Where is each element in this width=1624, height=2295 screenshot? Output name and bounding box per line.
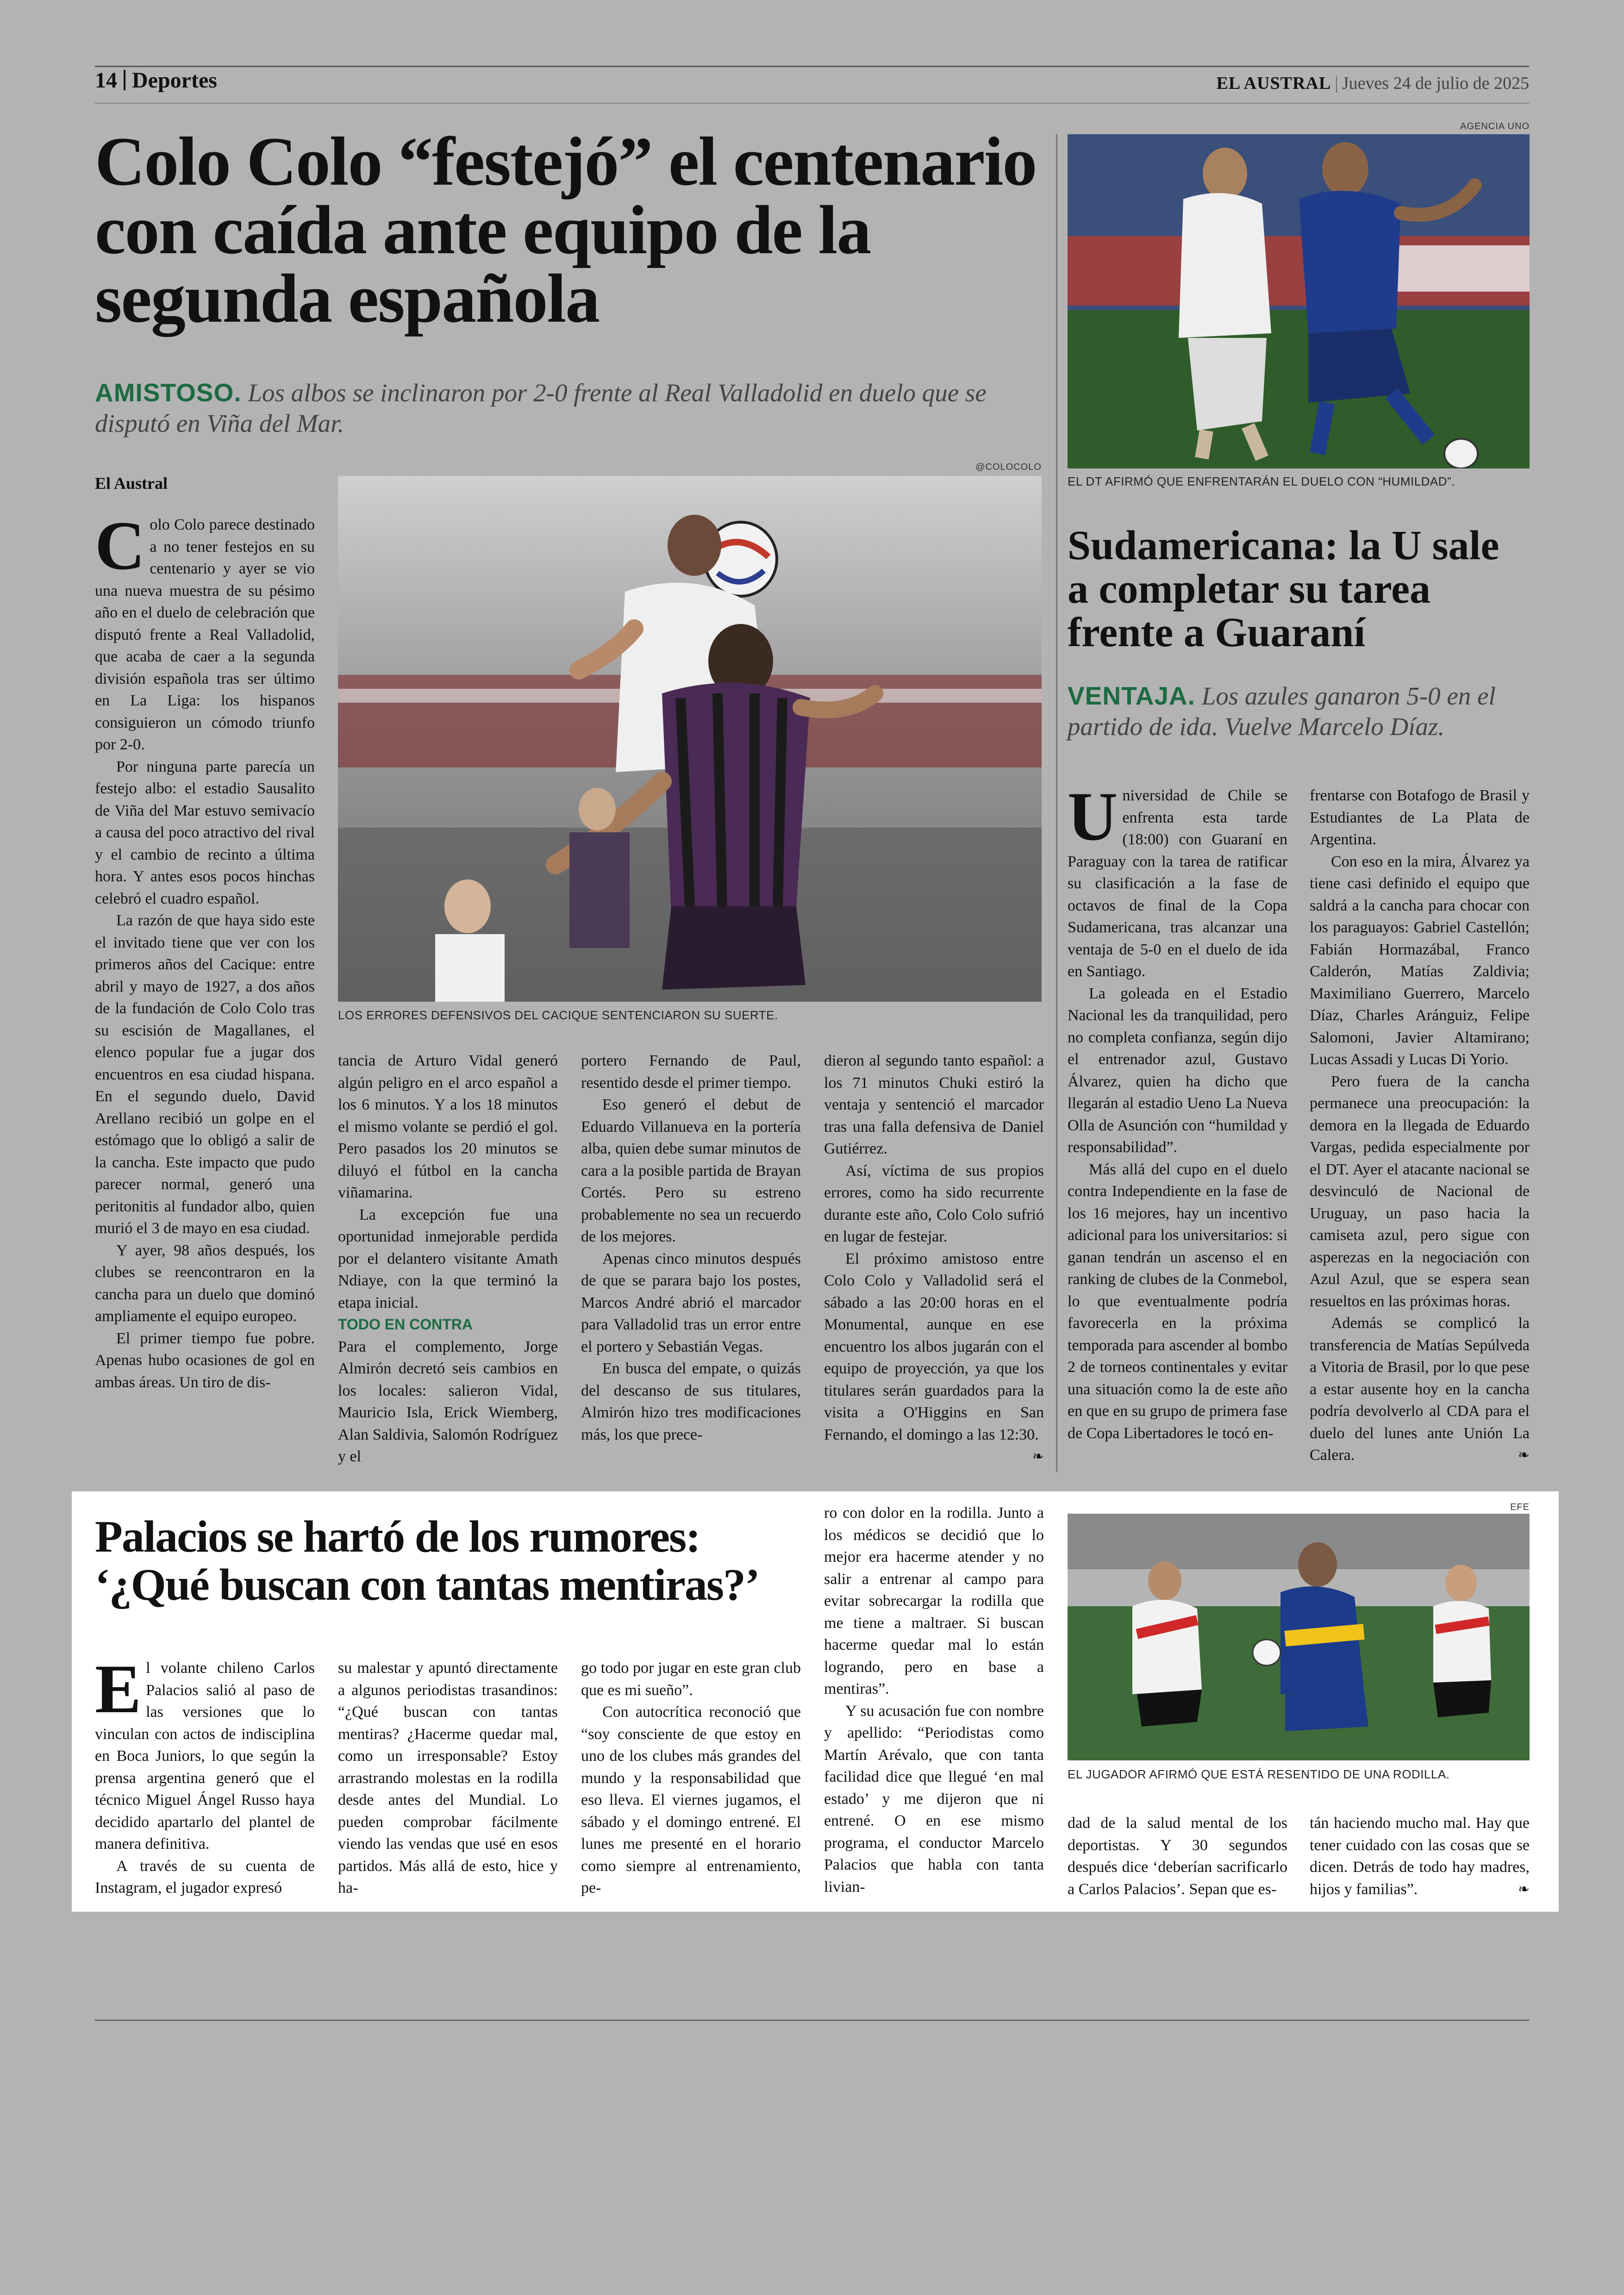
main-paragraph: tancia de Arturo Vidal generó algún peligro en el arco español a los 6 minutos. Y a los 18 minutos el mismo volante se perdió el gol. Pero pasados los 20 minutos se diluyó el fútbol en la cancha viñamarina.	[338, 1052, 558, 1201]
side-paragraph: La goleada en el Estadio Nacional les da tranquilidad, pero no completa confianza, según dijo el entrenador azul, Gustavo Álvarez, quien ha dicho que llegarán al estadio Ueno La Nueva Olla de Asunción con “humildad y responsabilidad”.	[1068, 985, 1287, 1156]
bottom-paragraph: tán haciendo mucho mal. Hay que tener cuidado con las cosas que se dicen. Detrás de todo hay madres, hijos y familias”. ❧	[1310, 1812, 1530, 1900]
side-column-2	[1310, 785, 1530, 1466]
side-paragraph: Con eso en la mira, Álvarez ya tiene casi definido el equipo que saldrá a la cancha para chocar con los paraguayos: Gabriel Castellón; Fabián Hormazábal, Franco Calderón, Matías Zaldivia; Maximiliano Guerrero, Marcelo Díaz, Charles Aránguiz, Felipe Salomoni, Javier Altamirano; Lucas Assadi y Lucas Di Yorio.	[1310, 853, 1530, 1068]
side-headline: Sudamericana: la U sale a completar su tarea frente a Guaraní	[1068, 523, 1499, 655]
bottom-column-3	[581, 1657, 801, 1899]
end-of-article-icon: ❧	[1518, 1447, 1530, 1463]
side-paragraph: Más allá del cupo en el duelo contra Independiente en la fase de los 16 mejores, hay un incentivo adicional para los universitarios: si ganan tendrán un ascenso el en ranking de clubes de la Conmebol, lo que eventualmente podría favorecerla en la próxima temporada para ascender al bombo 2 de torneos continentales y evitar una situación como la de este año en que en su grupo de primera fase de Copa Libertadores le tocó en-	[1068, 1160, 1287, 1442]
main-paragraph: dieron al segundo tanto español: a los 71 minutos Chuki estiró la ventaja y sentenció el marcador tras una falla defensiva de Daniel Gutiérrez.	[824, 1052, 1044, 1157]
main-paragraph: Apenas cinco minutos después de que se parara bajo los postes, Marcos André abrió el marcador para Valladolid tras un error entre el portero y Sebastián Vegas.	[581, 1250, 801, 1355]
bottom-photo	[1068, 1514, 1530, 1760]
bottom-column-6	[1310, 1812, 1530, 1900]
bottom-paragraph: dad de la salud mental de los deportistas. Y 30 segundos después dice ‘deberían sacrificarlo a Carlos Palacios’. Sepan que es-	[1068, 1815, 1287, 1898]
bottom-paragraph: Y su acusación fue con nombre y apellido: “Periodistas como Martín Arévalo, que con tanta facilidad dice que llegué ‘en mal estado’ y me dijeron que ni entrené. O en ese mismo programa, el conductor Marcelo Palacios que habla con tanta livian-	[824, 1702, 1044, 1896]
main-paragraph: Colo Colo parece destinado a no tener festejos en su centenario y ayer se vio una nueva muestra de su pésimo año en el duelo de celebración que disputó frente a Real Valladolid, que acaba de caer a la segunda división española tras ser último en La Liga: los hispanos consiguieron un cómodo triunfo por 2-0.	[95, 507, 315, 753]
main-kicker: AMISTOSO.	[95, 378, 242, 407]
main-paragraph: Y ayer, 98 años después, los clubes se reencontraron en la cancha para un duelo que dominó ampliamente el equipo europeo.	[95, 1241, 315, 1325]
main-paragraph: Así, víctima de sus propios errores, como ha sido recurrente durante este año, Colo Colo sufrió en lugar de festejar.	[824, 1162, 1044, 1245]
main-dropcap: C	[95, 507, 145, 584]
main-deck-text: Los albos se inclinaron por 2-0 frente al Real Valladolid en duelo que se disputó en Viña del Mar.	[95, 379, 987, 437]
bottom-photo-caption: EL JUGADOR AFIRMÓ QUE ESTÁ RESENTIDO DE UNA RODILLA.	[1068, 1767, 1450, 1781]
bottom-paragraph: ro con dolor en la rodilla. Junto a los médicos se decidió que lo mejor era hacerme atender y no salir a entrenar al campo para evitar sobrecargar la rodilla que me tiene a maltraer. Si buscan hacerme quedar mal lo están logrando, pero en base a mentiras”.	[824, 1504, 1044, 1697]
bottom-column-5	[1068, 1812, 1287, 1900]
header-top-rule	[95, 66, 1529, 67]
bottom-dropcap: E	[95, 1651, 142, 1727]
bottom-photo-image	[1068, 1514, 1530, 1760]
bottom-paragraph: su malestar y apuntó directamente a algunos periodistas trasandinos: “¿Qué buscan con tantas mentiras? ¿Hacerme quedar mal, como un irresponsable? Estoy arrastrando molestas en la rodilla desde antes del Mundial. Lo pueden comprobar fácilmente viendo las vendas que usé en esos partidos. Más allá de esto, hice y ha-	[338, 1659, 558, 1896]
main-paragraph: El próximo amistoso entre Colo Colo y Valladolid será el sábado a las 20:00 horas en el Monumental, aunque en ese encuentro los albos jugarán con el equipo de proyección, ya que los titulares serán guardados para la visita a O'Higgins en San Fernando, el domingo a las 12:30. ❧	[824, 1248, 1044, 1446]
page-number: 14	[95, 68, 117, 93]
section-name: Deportes	[132, 68, 217, 93]
side-paragraph: Universidad de Chile se enfrenta esta tarde (18:00) con Guaraní en Paraguay con la tarea de ratificar su clasificación a la fase de octavos de final de la Copa Sudamericana, tras alcanzar una ventaja de 5-0 en el duelo de ida en Santiago.	[1068, 778, 1287, 980]
side-deck-text: Los azules ganaron 5-0 en el partido de ida. Vuelve Marcelo Díaz.	[1068, 682, 1496, 741]
main-paragraph: Por ninguna parte parecía un festejo albo: el estadio Sausalito de Viña del Mar estuvo semivacío a causa del poco atractivo del rival y el cambio de recinto a última hora. Y antes esos pocos hinchas celebró el cuadro español.	[95, 758, 315, 907]
main-subhead: TODO EN CONTRA	[338, 1316, 473, 1333]
main-deck	[95, 377, 1039, 439]
side-photo-credit: AGENCIA UNO	[1460, 121, 1530, 131]
main-photo-caption: LOS ERRORES DEFENSIVOS DEL CACIQUE SENTENCIARON SU SUERTE.	[338, 1008, 778, 1022]
end-of-article-icon: ❧	[1032, 1448, 1044, 1465]
bottom-paragraph: go todo por jugar en este gran club que es mi sueño”.	[581, 1659, 801, 1699]
side-photo-caption: EL DT AFIRMÓ QUE ENFRENTARÁN EL DUELO CON “HUMILDAD”.	[1068, 474, 1455, 488]
main-headline: Colo Colo “festejó” el centenario con caída ante equipo de la segunda española	[95, 123, 1037, 337]
footer-rule	[95, 2020, 1529, 2021]
bottom-column-2	[338, 1657, 558, 1899]
main-column-2	[338, 1050, 558, 1468]
main-column-3	[581, 1050, 801, 1446]
main-photo-credit: @COLOCOLO	[975, 462, 1042, 472]
side-photo-image	[1068, 134, 1530, 468]
bottom-photo-credit: EFE	[1510, 1502, 1530, 1512]
main-paragraph: La razón de que haya sido este el invitado tiene que ver con los primeros años del Cacique: entre abril y mayo de 1927, a dos años de la fundación de Colo Colo tras su escisión de Magallanes, el elenco popular fue a jugar dos encuentros en esa ciudad hispana. En el segundo duelo, David Arellano recibió un golpe en el estómago que lo obligó a salir de la cancha. Este impacto que pudo parecer normal, generó una peritonitis al fundador albo, quien murió el 3 de mayo en esa ciudad.	[95, 912, 315, 1237]
side-deck	[1068, 680, 1530, 742]
side-column-1	[1068, 778, 1287, 1444]
side-photo	[1068, 134, 1530, 468]
side-kicker: VENTAJA.	[1068, 681, 1195, 710]
bottom-column-4	[824, 1502, 1044, 1898]
main-paragraph: El primer tiempo fue pobre. Apenas hubo ocasiones de gol en ambas áreas. Un tiro de dis-	[95, 1329, 315, 1391]
main-paragraph: Para el complemento, Jorge Almirón decretó seis cambios en los locales: salieron Vidal, Mauricio Isla, Erick Wiemberg, Alan Saldivia, Salomón Rodríguez y el	[338, 1338, 558, 1465]
side-dropcap: U	[1068, 778, 1118, 855]
main-column-1	[95, 507, 315, 1393]
column-divider	[1056, 134, 1057, 1472]
page-header-right: EL AUSTRAL | Jueves 24 de julio de 2025	[1216, 74, 1529, 93]
bottom-paragraph: A través de su cuenta de Instagram, el jugador expresó	[95, 1857, 315, 1896]
main-paragraph: portero Fernando de Paul, resentido desde el primer tiempo.	[581, 1052, 801, 1091]
bottom-paragraph: Con autocrítica reconoció que “soy consciente de que estoy en uno de los clubes más grandes del mundo y la responsabilidad que eso lleva. El viernes jugamos, el sábado y el domingo entrené. El lunes me presenté en el horario como siempre al entrenamiento, pe-	[581, 1703, 801, 1896]
byline: El Austral	[95, 474, 168, 493]
bottom-paragraph: El volante chileno Carlos Palacios salió al paso de las versiones que lo vinculan con actos de indisciplina en Boca Juniors, lo que según la prensa argentina generó que el técnico Miguel Ángel Russo haya decidido apartarlo del plantel de manera definitiva.	[95, 1651, 315, 1852]
side-paragraph: Pero fuera de la cancha permanece una preocupación: la demora en la llegada de Eduardo Vargas, pedida especialmente por el DT. Ayer el atacante nacional se desvinculó de Nacional de Uruguay, un paso hacia la camiseta azul, pero sigue con asperezas en la negociación con Azul Azul, que se espera sean resueltos en las próximas horas.	[1310, 1073, 1530, 1310]
side-paragraph: Además se complicó la transferencia de Matías Sepúlveda a Vitoria de Brasil, por lo que pese a estar ausente hoy en la cancha podría devolverlo al CDA para el duelo del lunes ante Unión La Calera. ❧	[1310, 1312, 1530, 1466]
header-bottom-rule	[95, 103, 1529, 104]
main-paragraph: La excepción fue una oportunidad inmejorable perdida por el delantero visitante Amath Ndiaye, con la que terminó la etapa inicial.	[338, 1206, 558, 1311]
end-of-article-icon: ❧	[1518, 1881, 1530, 1897]
page-header-left	[95, 68, 217, 93]
header-divider	[124, 70, 125, 90]
paper-name: EL AUSTRAL	[1216, 74, 1331, 93]
main-column-4	[824, 1050, 1044, 1468]
bottom-headline: Palacios se hartó de los rumores: ‘¿Qué buscan con tantas mentiras?’	[95, 1512, 759, 1610]
main-paragraph: Eso generó el debut de Eduardo Villanueva en la portería alba, quien debe sumar minutos de cara a la posible partida de Brayan Cortés. Pero su estreno probablemente no sea un recuerdo de los mejores.	[581, 1096, 801, 1245]
main-photo-image	[338, 476, 1042, 1002]
bottom-column-1	[95, 1651, 315, 1899]
main-photo	[338, 476, 1042, 1002]
side-paragraph: frentarse con Botafogo de Brasil y Estudiantes de La Plata de Argentina.	[1310, 787, 1530, 848]
issue-date: Jueves 24 de julio de 2025	[1342, 74, 1529, 93]
main-paragraph: En busca del empate, o quizás del descanso de sus titulares, Almirón hizo tres modificaciones más, los que prece-	[581, 1360, 801, 1443]
